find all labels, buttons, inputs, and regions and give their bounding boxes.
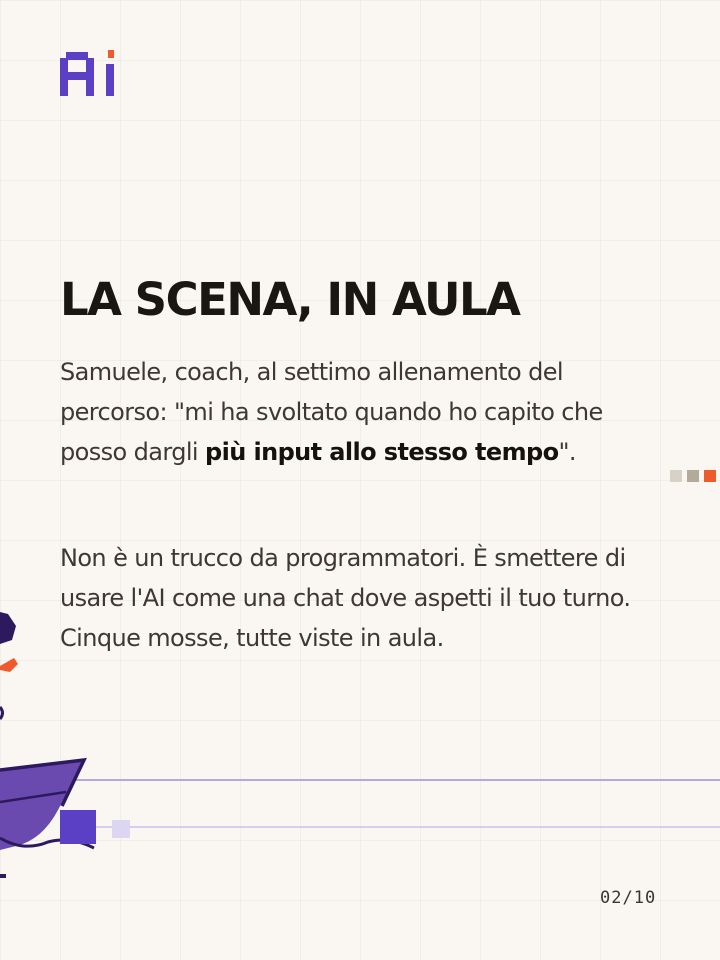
slide-indicator xyxy=(670,470,716,482)
indicator-square xyxy=(687,470,699,482)
logo-text xyxy=(0,0,1,1)
purple-square xyxy=(60,810,96,844)
lavender-square xyxy=(112,820,130,838)
body-paragraph: Non è un trucco da programmatori. È smettere di usare l'AI come una chat dove aspetti il tuo turno. Cinque mosse, tutte viste in aula. xyxy=(60,544,631,652)
page-number: 02/10 xyxy=(600,888,657,908)
decorative-illustration xyxy=(0,590,720,890)
intro-closing: ". xyxy=(558,438,576,466)
indicator-square-active xyxy=(704,470,716,482)
emphasis-text: più input allo stesso tempo xyxy=(205,438,559,466)
page-title: LA SCENA, IN AULA xyxy=(60,273,520,326)
dark-curve-shape xyxy=(0,707,3,719)
orange-accent-shape xyxy=(0,658,18,672)
intro-text: Samuele, coach, al settimo allenamento del percorso: "mi ha svoltato quando ho capito che posso dargli xyxy=(60,358,603,466)
ai-logo-icon xyxy=(60,50,114,96)
dark-tick-shape xyxy=(0,874,6,878)
dark-blob-shape xyxy=(0,612,16,644)
indicator-square xyxy=(670,470,682,482)
intro-paragraph xyxy=(60,352,660,472)
